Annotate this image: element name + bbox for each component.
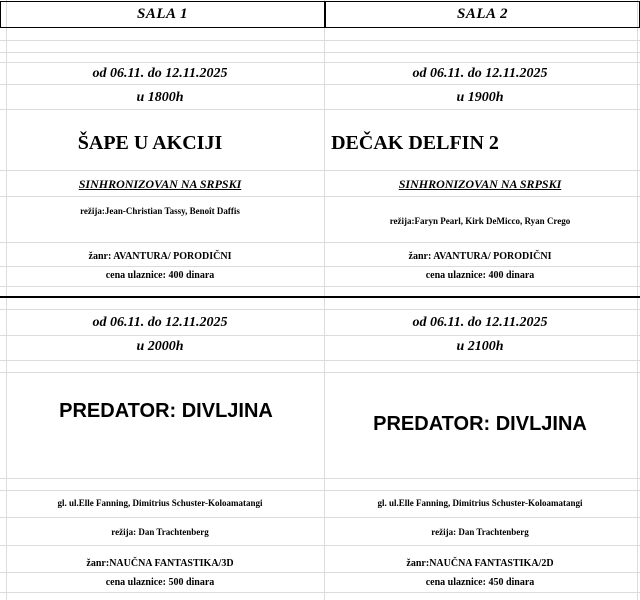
date-range: od 06.11. do 12.11.2025 [92,315,228,330]
genre: žanr: AVANTURA/ PORODIČNI [88,251,232,262]
director: režija:Jean-Christian Tassy, Benoît Daffis [80,206,240,216]
director: režija: Dan Trachtenberg [431,527,529,537]
movie-title: PREDATOR: DIVLJINA [59,400,273,422]
movie-title: ŠAPE U AKCIJI [77,132,223,154]
director: režija: Dan Trachtenberg [111,527,209,537]
director: režija:Faryn Pearl, Kirk DeMicco, Ryan Crego [389,216,571,226]
sync-note: SINHRONIZOVAN NA SRPSKI [398,177,562,191]
show-time: u 1800h [136,90,184,105]
ticket-price: cena ulaznice: 400 dinara [425,270,535,281]
genre: žanr:NAUČNA FANTASTIKA/3D [86,558,234,569]
sync-note: SINHRONIZOVAN NA SRPSKI [78,177,242,191]
show-time: u 2000h [136,339,184,354]
ticket-price: cena ulaznice: 500 dinara [105,577,215,588]
movie-title: PREDATOR: DIVLJINA [373,413,587,435]
ticket-price: cena ulaznice: 450 dinara [425,577,535,588]
ticket-price: cena ulaznice: 400 dinara [105,270,215,281]
movie-title: DEČAK DELFIN 2 [331,132,499,154]
show-time: u 1900h [456,90,504,105]
hall-1-header: SALA 1 [0,1,325,28]
hall-2-header: SALA 2 [325,1,640,28]
show-time: u 2100h [456,339,504,354]
genre: žanr: AVANTURA/ PORODIČNI [408,251,552,262]
cast: gl. ul.Elle Fanning, Dimitrius Schuster-Koloamatangi [57,498,263,508]
section-divider [0,296,640,298]
date-range: od 06.11. do 12.11.2025 [412,315,548,330]
date-range: od 06.11. do 12.11.2025 [92,66,228,81]
date-range: od 06.11. do 12.11.2025 [412,66,548,81]
genre: žanr:NAUČNA FANTASTIKA/2D [406,558,554,569]
cast: gl. ul.Elle Fanning, Dimitrius Schuster-Koloamatangi [377,498,583,508]
